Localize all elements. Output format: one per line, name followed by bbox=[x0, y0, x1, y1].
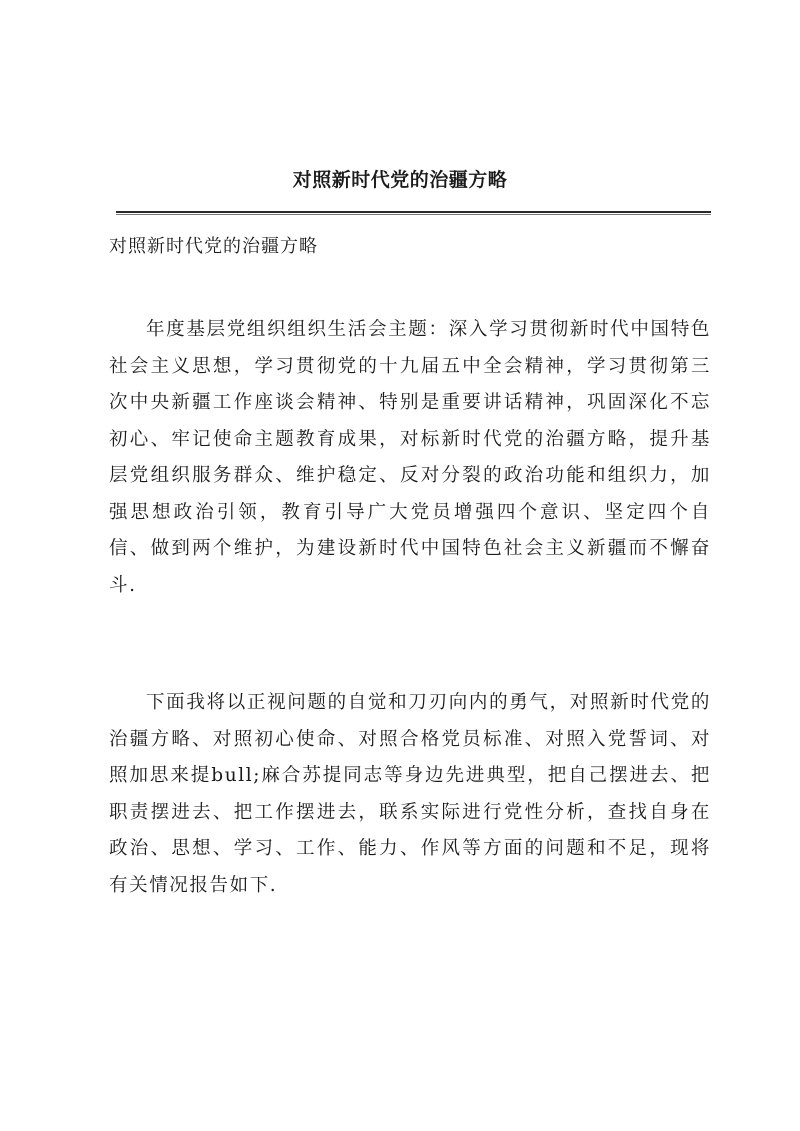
document-subtitle: 对照新时代党的治疆方略 bbox=[109, 236, 318, 257]
body-paragraph-1: 年度基层党组织组织生活会主题：深入学习贯彻新时代中国特色社会主义思想，学习贯彻党的十九届五中全会精神，学习贯彻第三次中央新疆工作座谈会精神、特别是重要讲话精神，巩固深化不忘初心、牢记使命主题教育成果，对标新时代党的治疆方略，提升基层党组织服务群众、维护稳定、反对分裂的政治功能和组织力，加强思想政治引领，教育引导广大党员增强四个意识、坚定四个自信、做到两个维护，为建设新时代中国特色社会主义新疆而不懈奋斗. bbox=[109, 319, 711, 596]
title-divider bbox=[116, 211, 711, 215]
document-title: 对照新时代党的治疆方略 bbox=[292, 169, 508, 191]
body-paragraph-2: 下面我将以正视问题的自觉和刀刃向内的勇气，对照新时代党的治疆方略、对照初心使命、对照合格党员标准、对照入党誓词、对照加思来提bull;麻合苏提同志等身边先进典型，把自己摆进去、把职责摆进去、把工作摆进去，联系实际进行党性分析，查找自身在政治、思想、学习、工作、能力、作风等方面的问题和不足，现将有关情况报告如下. bbox=[109, 692, 711, 896]
